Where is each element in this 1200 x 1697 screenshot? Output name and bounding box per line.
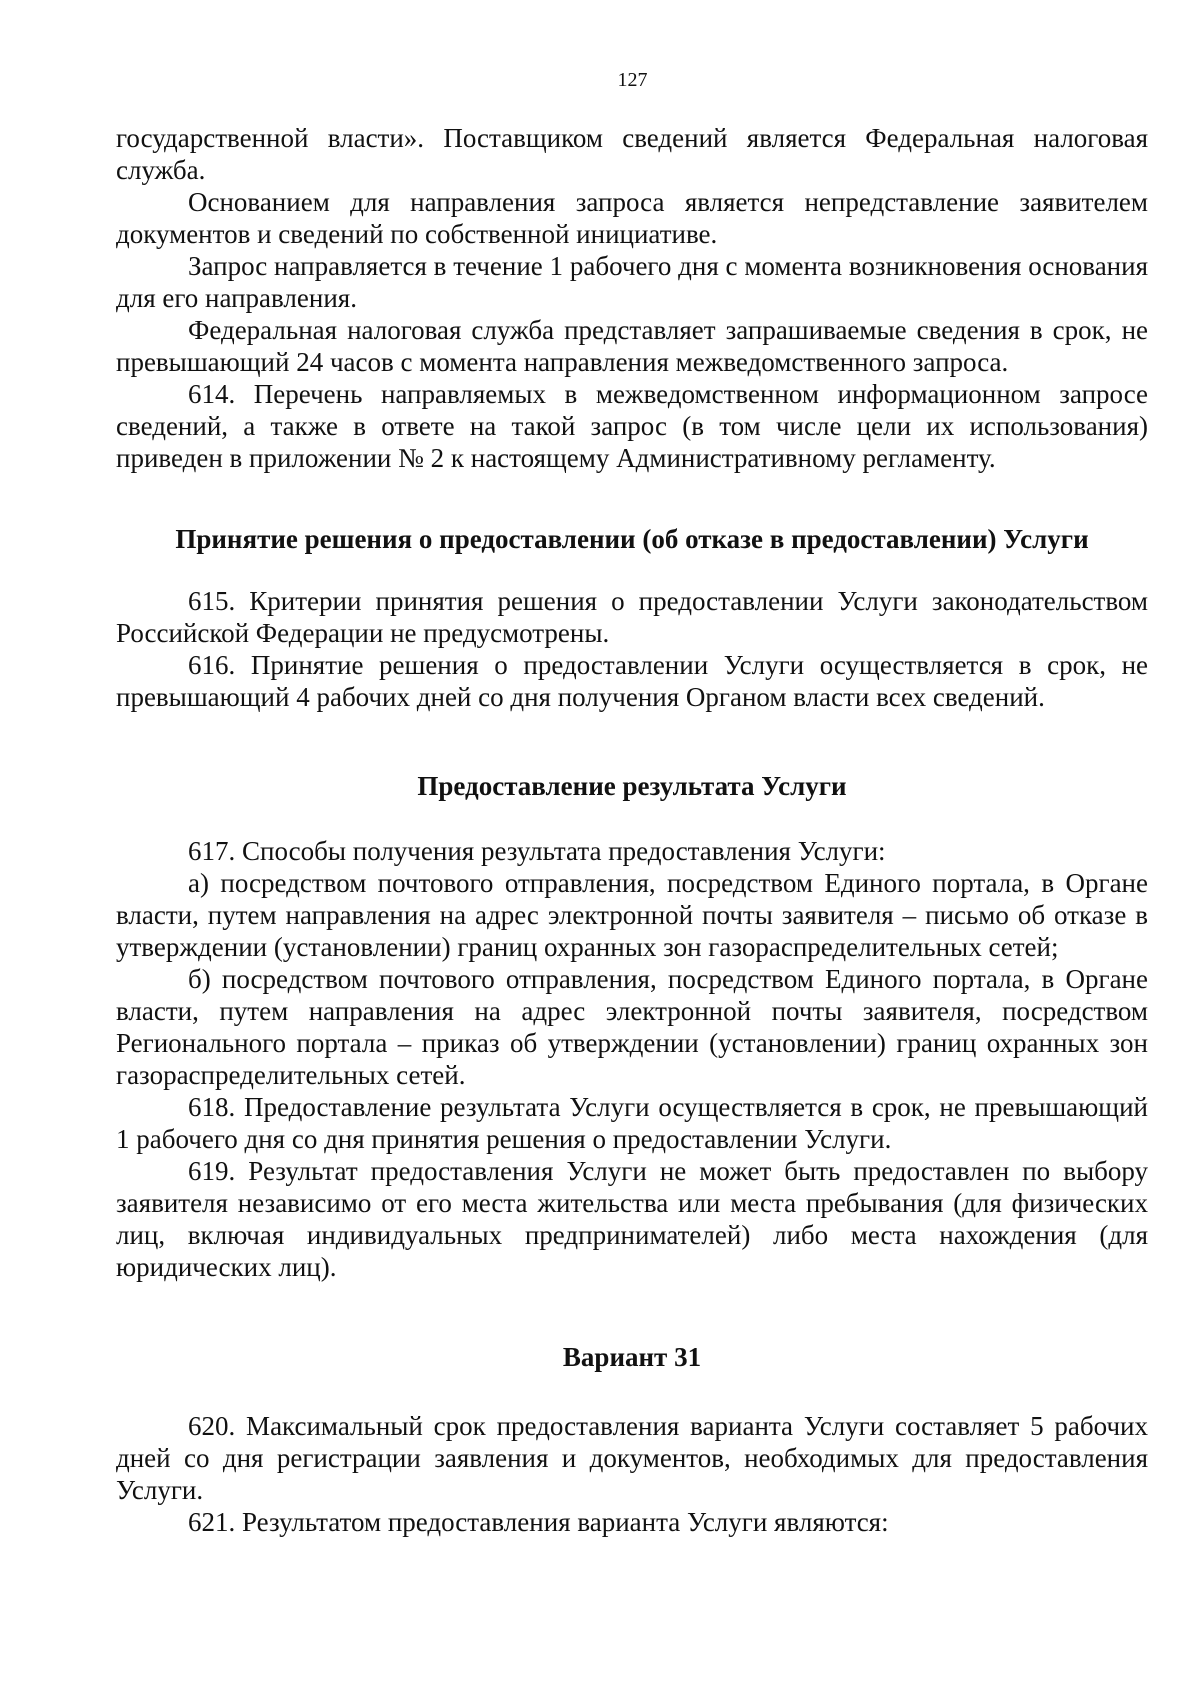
page-number: 127 <box>617 69 648 91</box>
paragraph-617: 617. Способы получения результата предоставления Услуги: <box>188 836 886 866</box>
section-heading-result: Предоставление результата Услуги <box>417 771 847 801</box>
paragraph-continuation: государственной власти». Поставщиком сведений является Федеральная налоговая служба. <box>116 123 1148 185</box>
paragraph-619: 619. Результат предоставления Услуги не может быть предоставлен по выбору заявителя независимо от его места жительства или места пребывания (для физических лиц, включая индивидуальных предпринимателей) либо места нахождения (для юридических лиц). <box>116 1156 1148 1282</box>
paragraph: Основанием для направления запроса является непредставление заявителем документов и сведений по собственной инициативе. <box>116 187 1148 249</box>
paragraph-621: 621. Результатом предоставления варианта Услуги являются: <box>188 1507 889 1537</box>
document-body <box>116 122 1148 1538</box>
paragraph-617-b: б) посредством почтового отправления, посредством Единого портала, в Органе власти, путем направления на адрес электронной почты заявителя, посредством Регионального портала – приказ об утверждении (установлении) границ охранных зон газораспределительных сетей. <box>116 964 1148 1090</box>
paragraph-617-a: а) посредством почтового отправления, посредством Единого портала, в Органе власти, путем направления на адрес электронной почты заявителя – письмо об отказе в утверждении (установлении) границ охранных зон газораспределительных сетей; <box>116 868 1148 962</box>
paragraph: Федеральная налоговая служба представляет запрашиваемые сведения в срок, не превышающий 24 часов с момента направления межведомственного запроса. <box>116 315 1148 377</box>
section-heading-decision: Принятие решения о предоставлении (об отказе в предоставлении) Услуги <box>175 524 1089 554</box>
section-heading-variant-31: Вариант 31 <box>562 1342 702 1372</box>
paragraph-618: 618. Предоставление результата Услуги осуществляется в срок, не превышающий 1 рабочего дня со дня принятия решения о предоставлении Услуги. <box>116 1092 1148 1154</box>
paragraph-615: 615. Критерии принятия решения о предоставлении Услуги законодательством Российской Федерации не предусмотрены. <box>116 586 1148 648</box>
paragraph-614: 614. Перечень направляемых в межведомственном информационном запросе сведений, а также в ответе на такой запрос (в том числе цели их использования) приведен в приложении № 2 к настоящему Административному регламенту. <box>116 379 1148 473</box>
paragraph: Запрос направляется в течение 1 рабочего дня с момента возникновения основания для его направления. <box>116 251 1148 313</box>
paragraph-620: 620. Максимальный срок предоставления варианта Услуги составляет 5 рабочих дней со дня регистрации заявления и документов, необходимых для предоставления Услуги. <box>116 1411 1148 1505</box>
paragraph-616: 616. Принятие решения о предоставлении Услуги осуществляется в срок, не превышающий 4 рабочих дней со дня получения Органом власти всех сведений. <box>116 650 1148 712</box>
